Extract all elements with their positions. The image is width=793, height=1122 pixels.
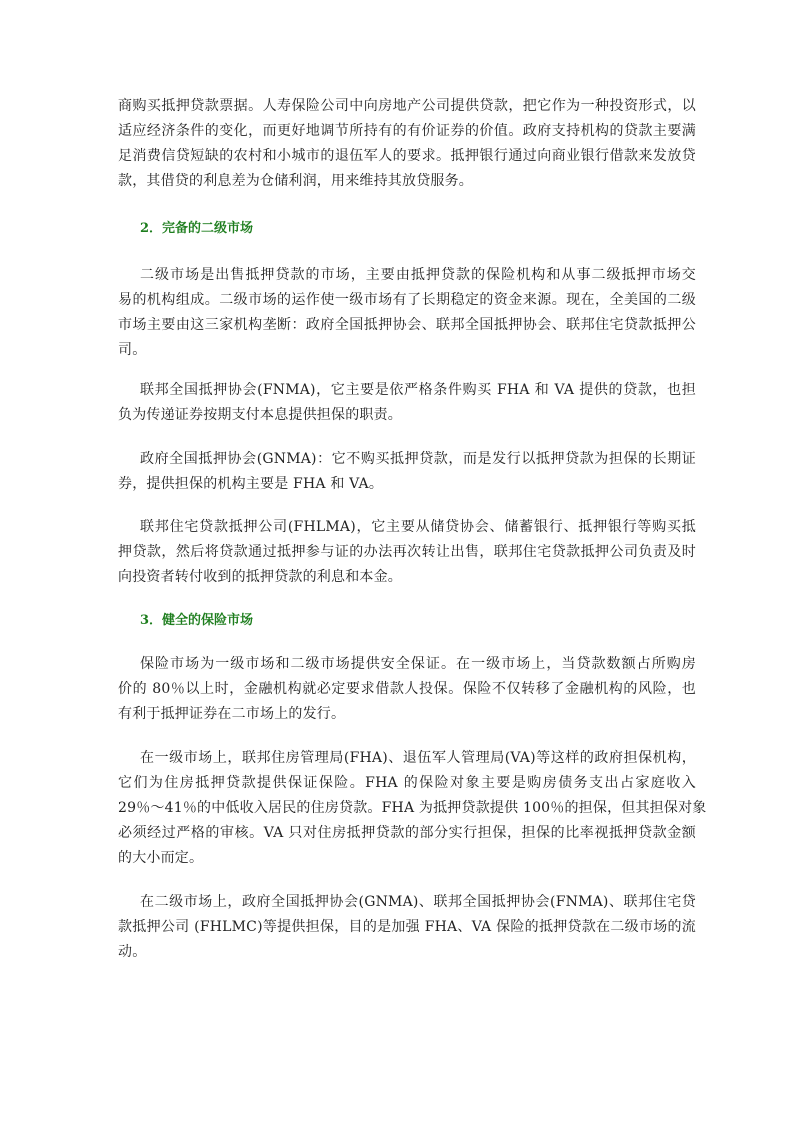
paragraph <box>118 890 696 965</box>
paragraph-line: 向投资者转付收到的抵押贷款的利息和本金。 <box>118 569 402 585</box>
section-heading: 3．健全的保险市场 <box>140 613 254 628</box>
paragraph <box>118 447 696 497</box>
paragraph <box>118 263 696 363</box>
section-heading: 2．完备的二级市场 <box>140 221 254 236</box>
paragraph-line: 款，其借贷的利息差为仓储利润，用来维持其放贷服务。 <box>118 173 473 189</box>
paragraph-line: 商购买抵押贷款票据。人寿保险公司中向房地产公司提供贷款，把它作为一种投资形式，以 <box>118 98 696 114</box>
paragraph-line: 在二级市场上，政府全国抵押协会(GNMA)、联邦全国抵押协会(FNMA)、联邦住宅贷 <box>140 894 696 910</box>
paragraph <box>118 652 696 727</box>
paragraph <box>118 515 696 590</box>
paragraph-line: 价的 80％以上时，金融机构就必定要求借款人投保。保险不仅转移了金融机构的风险，也 <box>118 681 696 697</box>
paragraph-line: 负为传递证券按期支付本息提供担保的职责。 <box>118 407 402 423</box>
paragraph-line: 二级市场是出售抵押贷款的市场，主要由抵押贷款的保险机构和从事二级抵押市场交 <box>140 267 696 283</box>
paragraph-line: 政府全国抵押协会(GNMA)：它不购买抵押贷款，而是发行以抵押贷款为担保的长期证 <box>140 451 696 467</box>
paragraph-line: 联邦住宅贷款抵押公司(FHLMA)，它主要从储贷协会、储蓄银行、抵押银行等购买抵 <box>140 519 696 535</box>
paragraph-line: 在一级市场上，联邦住房管理局(FHA)、退伍军人管理局(VA)等这样的政府担保机构， <box>140 750 696 766</box>
paragraph-line: 司。 <box>118 342 147 358</box>
paragraph-line: 押贷款，然后将贷款通过抵押参与证的办法再次转让出售，联邦住宅贷款抵押公司负责及时 <box>118 544 696 560</box>
paragraph-line: 的大小而定。 <box>118 850 204 866</box>
paragraph-line: 适应经济条件的变化，而更好地调节所持有的有价证券的价值。政府支持机构的贷款主要满 <box>118 123 696 139</box>
paragraph-line: 它们为住房抵押贷款提供保证保险。FHA 的保险对象主要是购房债务支出占家庭收入 <box>118 775 696 791</box>
paragraph-line: 足消费信贷短缺的农村和小城市的退伍军人的要求。抵押银行通过向商业银行借款来发放贷 <box>118 148 696 164</box>
paragraph-line: 市场主要由这三家机构垄断：政府全国抵押协会、联邦全国抵押协会、联邦住宅贷款抵押公 <box>118 317 696 333</box>
paragraph-line: 必须经过严格的审核。VA 只对住房抵押贷款的部分实行担保，担保的比率视抵押贷款金额 <box>118 825 696 841</box>
paragraph-line: 保险市场为一级市场和二级市场提供安全保证。在一级市场上，当贷款数额占所购房 <box>140 656 696 672</box>
paragraph-line: 联邦全国抵押协会(FNMA)，它主要是依严格条件购买 FHA 和 VA 提供的贷款，也担 <box>140 382 696 398</box>
paragraph-line: 动。 <box>118 944 147 960</box>
paragraph <box>118 94 696 194</box>
paragraph-line: 易的机构组成。二级市场的运作使一级市场有了长期稳定的资金来源。现在，全美国的二级 <box>118 292 696 308</box>
paragraph-line: 款抵押公司 (FHLMC)等提供担保，目的是加强 FHA、VA 保险的抵押贷款在二级市场的流 <box>118 919 696 935</box>
paragraph-line: 券，提供担保的机构主要是 FHA 和 VA。 <box>118 476 384 492</box>
paragraph <box>118 378 696 428</box>
paragraph-line: 有利于抵押证券在二市场上的发行。 <box>118 706 346 722</box>
paragraph-line: 29％～41％的中低收入居民的住房贷款。FHA 为抵押贷款提供 100％的担保，但其担保对象 <box>118 800 707 816</box>
paragraph <box>118 746 707 871</box>
